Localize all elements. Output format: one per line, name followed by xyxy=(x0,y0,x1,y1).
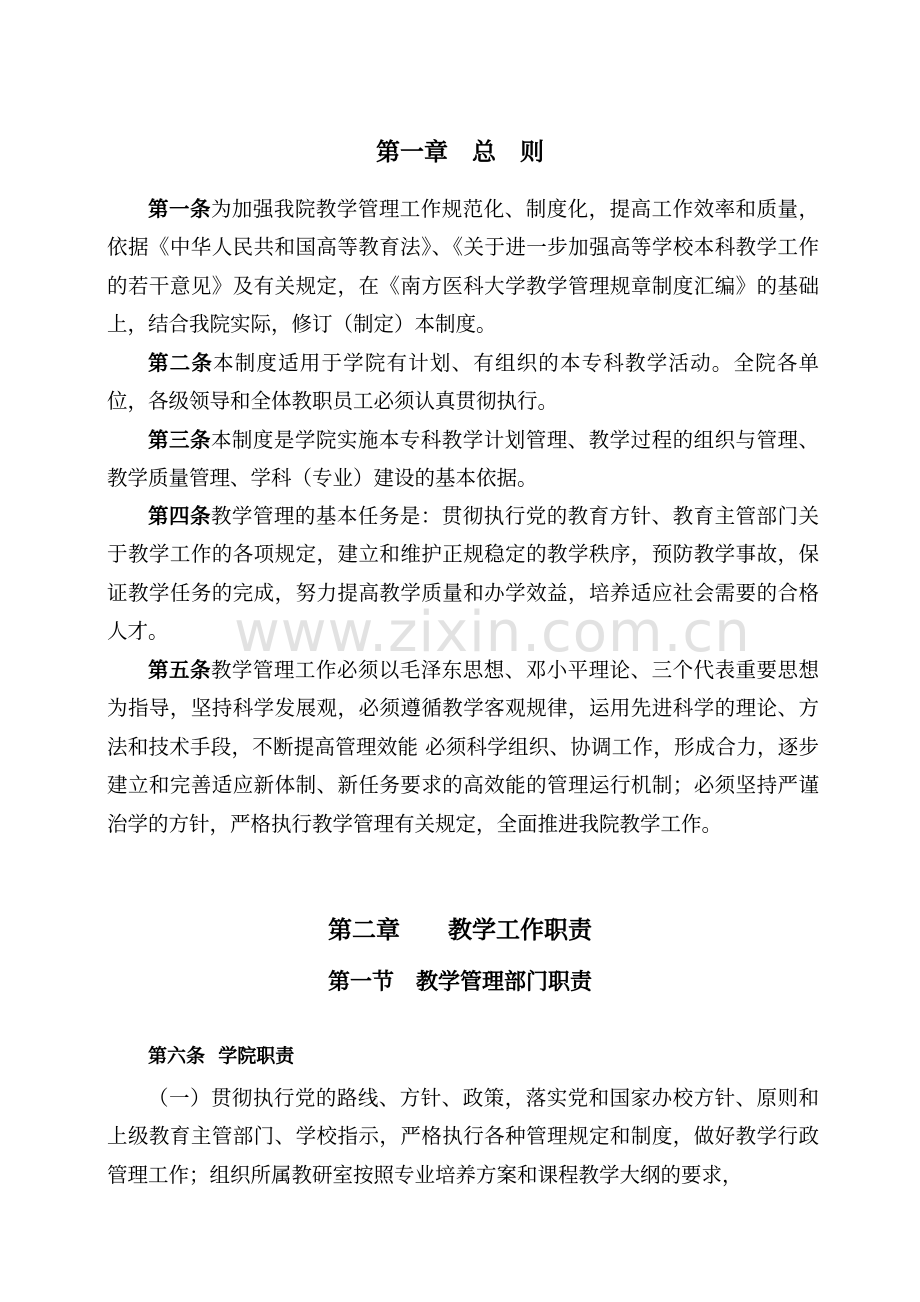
article-1-label: 第一条 xyxy=(148,197,211,221)
article-5-label: 第五条 xyxy=(148,658,211,682)
chapter-1-title: 第一章 总 则 xyxy=(376,138,544,166)
article-2-label: 第二条 xyxy=(148,351,214,375)
article-4-text: 教学管理的基本任务是：贯彻执行党的教育方针、教育主管部门关于教学工作的各项规定，建立和维护正规稳定的教学秩序，预防教学事故，保证教学任务的完成，努力提高教学质量和办学效益，培养适应社会需要的合格人才。 xyxy=(107,504,819,644)
article-5 xyxy=(107,651,819,843)
article-4-label: 第四条 xyxy=(148,504,211,528)
article-5-text: 教学管理工作必须以毛泽东思想、邓小平理论、三个代表重要思想为指导，坚持科学发展观，必须遵循教学客观规律，运用先进科学的理论、方法和技术手段，不断提高管理效能 必须科学组织、协调工作，形成合力，逐步建立和完善适应新体制、新任务要求的高效能的管理运行机制；必须坚持严谨治学的方针，严格执行教学管理有关规定，全面推进我院教学工作。 xyxy=(107,658,819,836)
article-3 xyxy=(107,421,819,498)
watermark: www.zixin.com.cn xyxy=(234,600,751,665)
article-2-text: 本制度适用于学院有计划、有组织的本专科教学活动。全院各单位，各级领导和全体教职员工必须认真贯彻执行。 xyxy=(107,351,820,414)
article-6-title: 第六条 学院职责 xyxy=(148,1045,295,1067)
chapter-2-title: 第二章 教学工作职责 xyxy=(328,916,592,944)
article-1 xyxy=(107,190,819,344)
article-3-label: 第三条 xyxy=(148,428,211,452)
article-2 xyxy=(107,344,819,421)
article-3-text: 本制度是学院实施本专科教学计划管理、教学过程的组织与管理、教学质量管理、学科（专业）建设的基本依据。 xyxy=(107,428,819,491)
article-1-text: 为加强我院教学管理工作规范化、制度化，提高工作效率和质量，依据《中华人民共和国高等教育法》、《关于进一步加强高等学校本科教学工作的若干意见》及有关规定，在《南方医科大学教学管理规章制度汇编》的基础上，结合我院实际，修订（制定）本制度。 xyxy=(107,197,819,337)
section-1-title: 第一节 教学管理部门职责 xyxy=(327,970,592,995)
article-6-item-1: （一）贯彻执行党的路线、方针、政策，落实党和国家办校方针、原则和上级教育主管部门、学校指示，严格执行各种管理规定和制度，做好教学行政管理工作；组织所属教研室按照专业培养方案和课程教学大纲的要求， xyxy=(107,1086,819,1187)
